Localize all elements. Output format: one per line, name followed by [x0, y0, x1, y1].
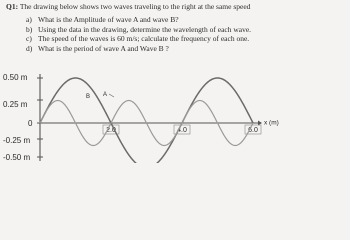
question-item-text: What is the Amplitude of wave A and wave B?: [38, 15, 179, 24]
x-axis-label: x (m): [264, 119, 279, 127]
x-tick-label-4: 4.0: [177, 127, 187, 134]
wave-label-b: B: [86, 94, 91, 100]
y-axis-labels: [3, 73, 33, 162]
question-item-letter: b): [26, 24, 33, 34]
wave-label-a: A: [103, 92, 108, 98]
x-tick-label-2: 2.0: [106, 127, 116, 134]
question-item-text: What is the period of wave A and Wave B ?: [38, 43, 169, 53]
y-label-0.25: 0.25 m: [3, 100, 28, 109]
wave-a-curve: [40, 78, 253, 163]
question-item-letter: d): [26, 43, 33, 53]
question-item-letter: a): [26, 15, 32, 24]
wave-label-a-pointer: [109, 94, 114, 97]
question-item-text: Using the data in the drawing, determine the wavelength of each wave.: [38, 24, 252, 34]
y-label-neg-0.25: -0.25 m: [3, 136, 31, 145]
y-label-neg-0.50: -0.50 m: [3, 153, 31, 162]
question-number: Q1:: [6, 2, 19, 11]
question-item-letter: c): [26, 34, 32, 43]
y-label-0.50: 0.50 m: [3, 73, 28, 82]
y-label-zero: 0: [28, 119, 33, 128]
x-tick-label-6: 6.0: [248, 127, 258, 134]
question-title-text: The drawing below shows two waves traveling to the right at the same speed: [19, 2, 251, 11]
x-tick-labels: [103, 125, 261, 134]
question-item-text: The speed of the waves is 60 m/s; calculate the frequency of each one.: [38, 34, 250, 43]
